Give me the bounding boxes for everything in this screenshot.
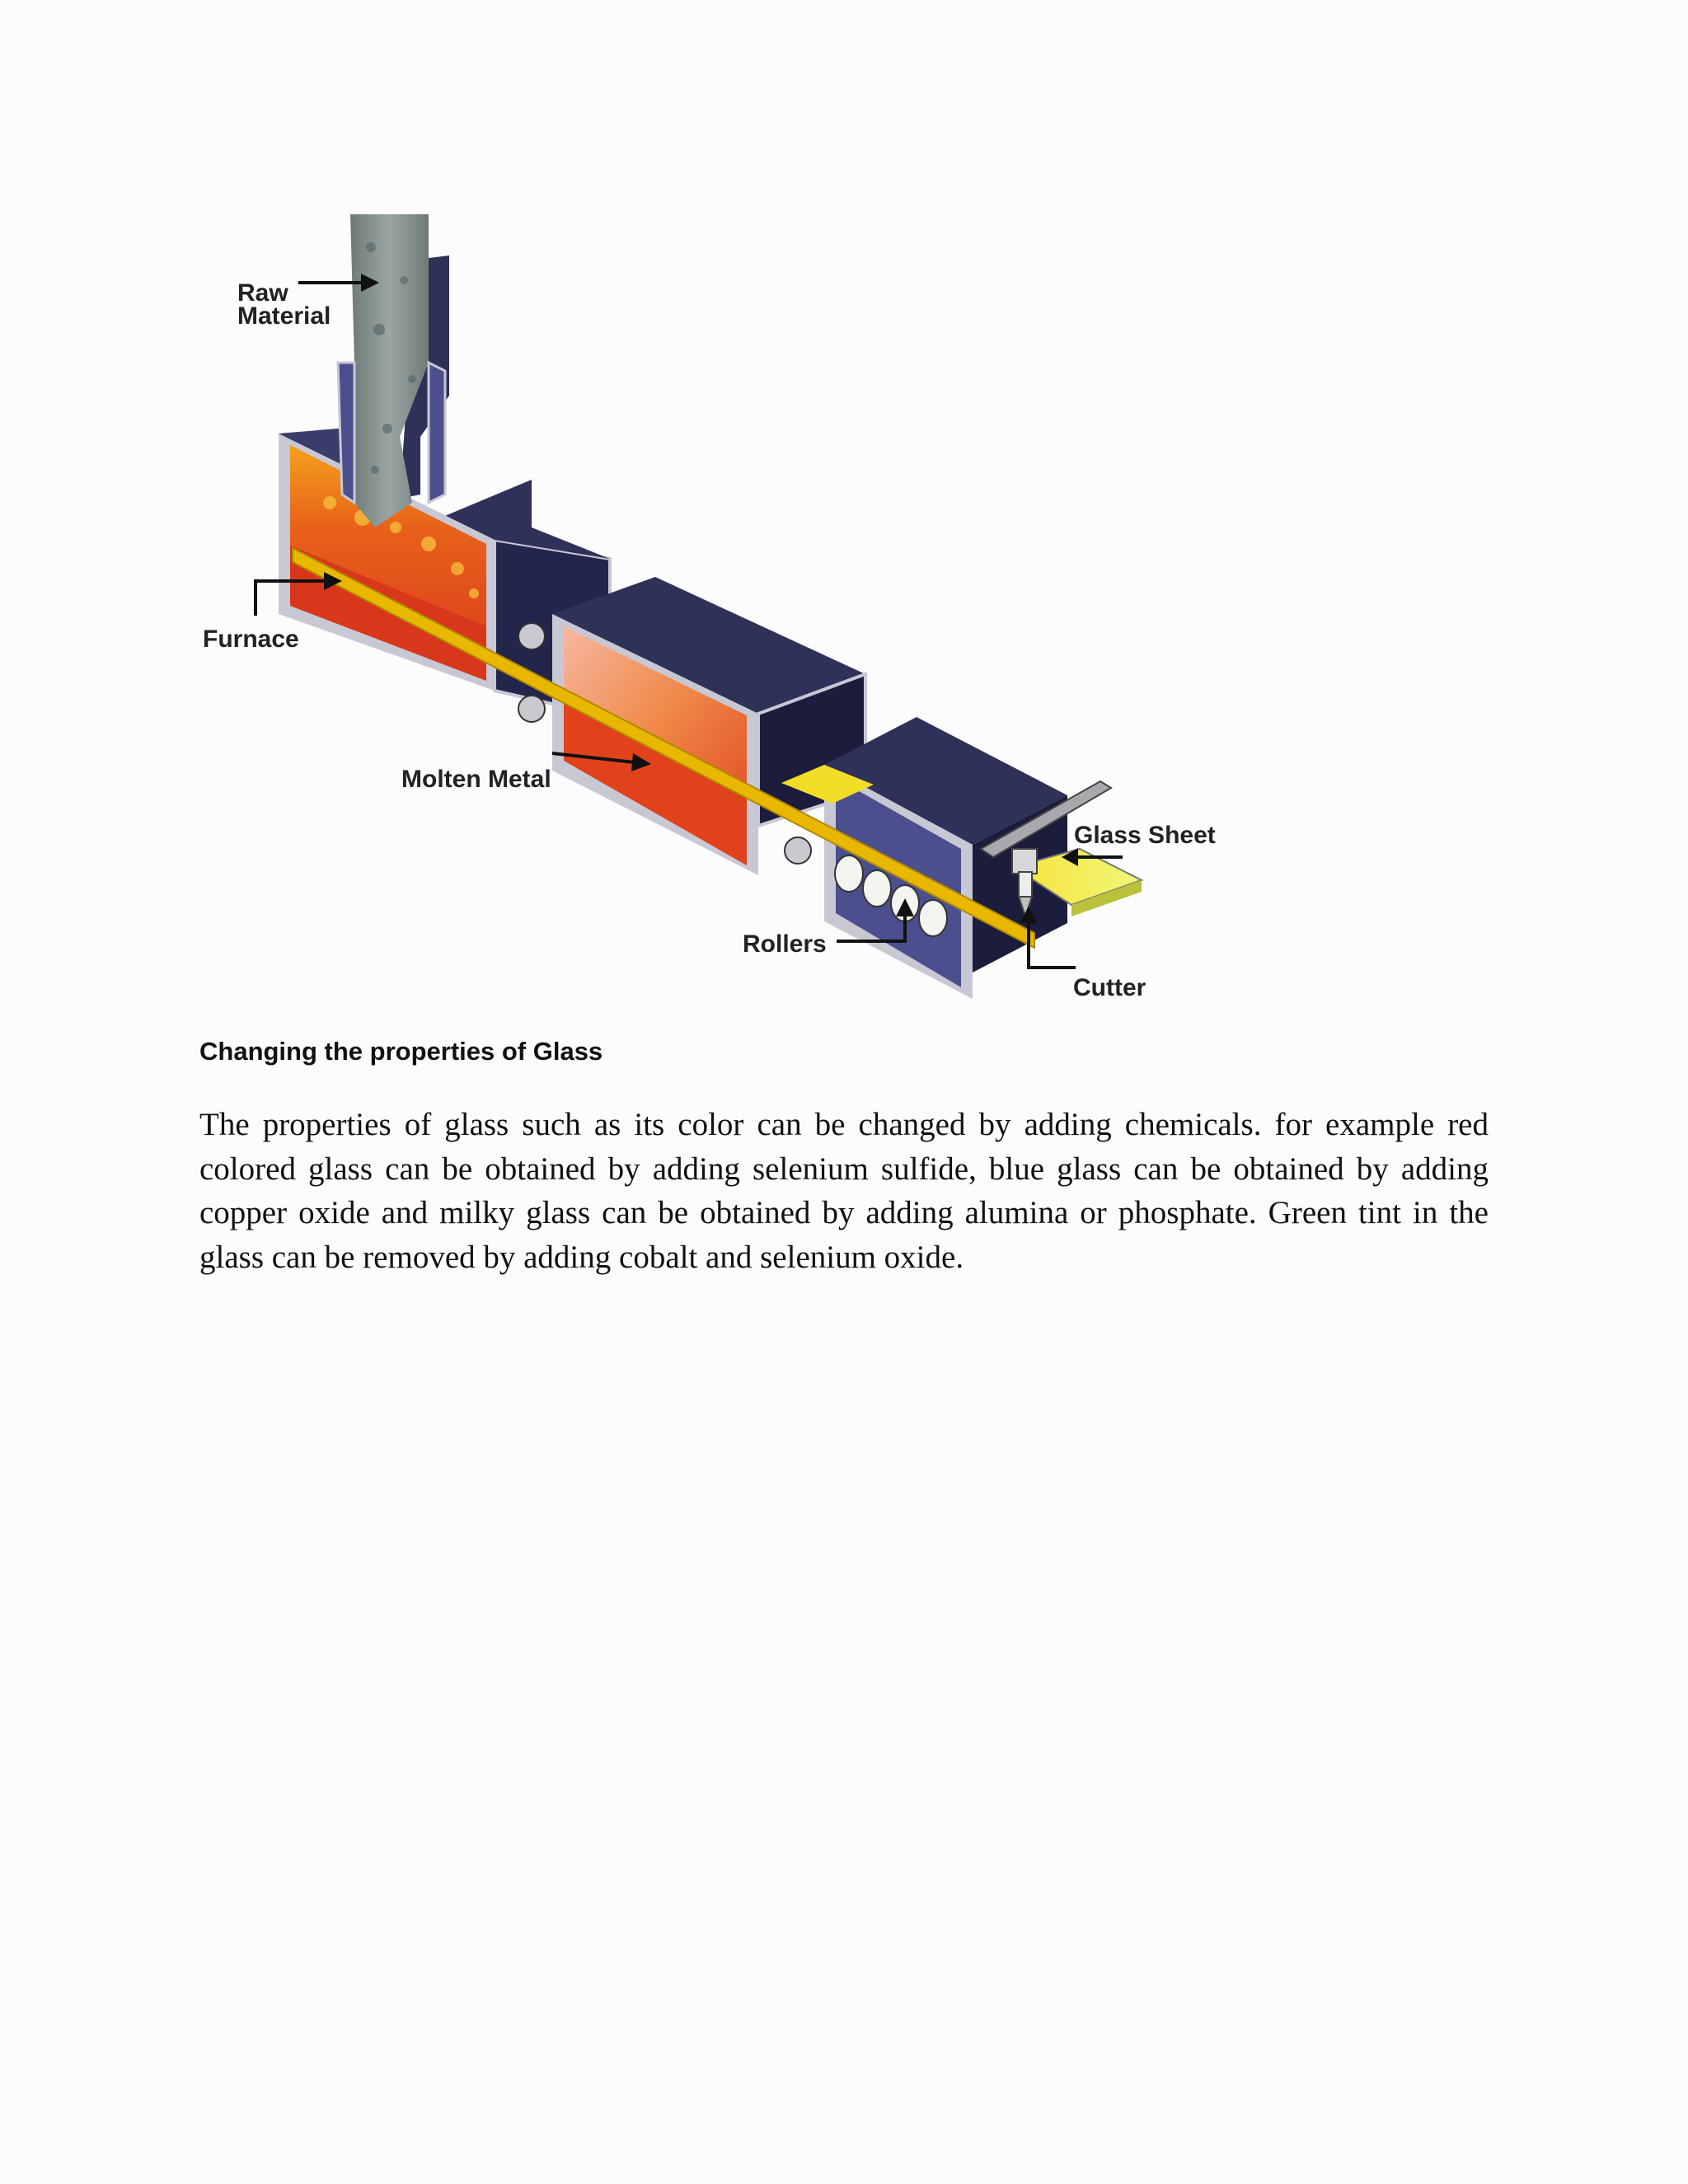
furnace-label: Furnace bbox=[203, 626, 299, 653]
bath-exit-roller bbox=[785, 837, 811, 864]
raw-material-label-line2: Material bbox=[237, 302, 331, 330]
raw-material-label-line1: Raw bbox=[237, 279, 288, 307]
float-glass-process-diagram bbox=[195, 210, 1250, 1018]
glass-sheet-label: Glass Sheet bbox=[1074, 822, 1216, 849]
rollers-label: Rollers bbox=[743, 930, 827, 958]
molten-metal-label: Molten Metal bbox=[401, 766, 551, 793]
cutter-label: Cutter bbox=[1073, 974, 1146, 1001]
section-heading: Changing the properties of Glass bbox=[199, 1037, 603, 1066]
section-paragraph: The properties of glass such as its color can be changed by adding chemicals. for example red colored glass can be obtained by adding selenium sulfide, blue glass can be obtained by adding copper oxide and milky glass can be obtained by adding alumina or phosphate. Green tint in the glass can be removed by adding cobalt and selenium oxide. bbox=[199, 1107, 1489, 1275]
